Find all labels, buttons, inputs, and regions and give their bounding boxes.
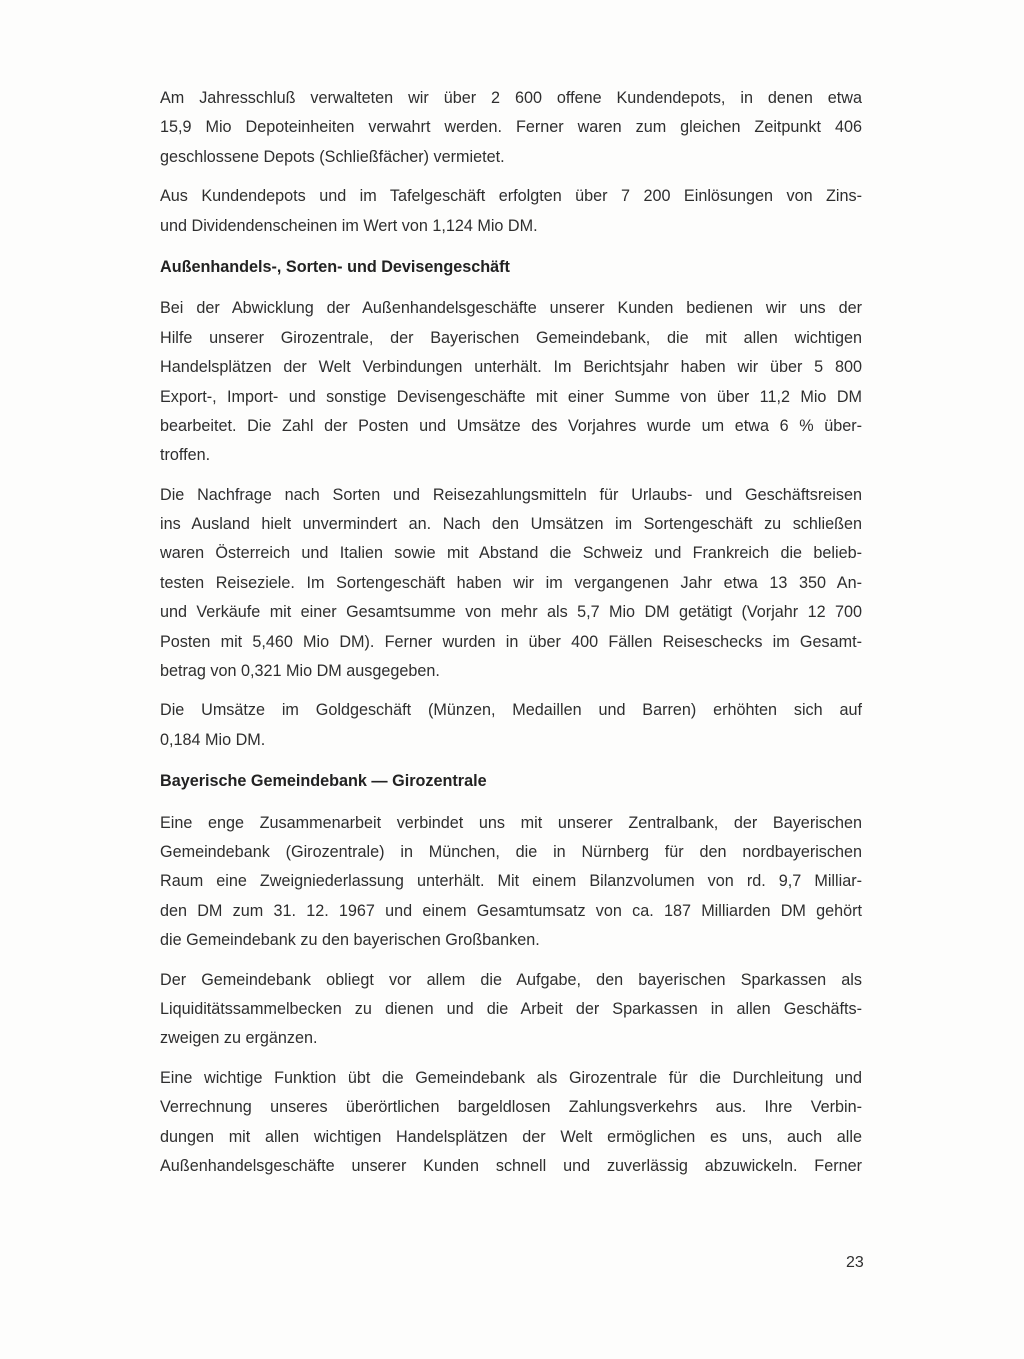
paragraph bbox=[160, 294, 862, 470]
text-line: und Verkäufe mit einer Gesamtsumme von mehr als 5,7 Mio DM getätigt (Vorjahr 12 700 bbox=[160, 603, 862, 622]
text-line: den DM zum 31. 12. 1967 und einem Gesamtumsatz von ca. 187 Milliarden DM gehört bbox=[160, 901, 862, 920]
text-line: Außenhandelsgeschäfte unserer Kunden schnell und zuverlässig abzuwickeln. Ferner bbox=[160, 1156, 862, 1175]
paragraph bbox=[160, 1064, 862, 1182]
text-line: waren Österreich und Italien sowie mit Abstand die Schweiz und Frankreich die belieb- bbox=[160, 544, 862, 563]
paragraph bbox=[160, 966, 862, 1054]
text-line: Raum eine Zweigniederlassung unterhält. Mit einem Bilanzvolumen von rd. 9,7 Milliar- bbox=[160, 872, 862, 891]
section-heading: Bayerische Gemeindebank — Girozentrale bbox=[160, 772, 487, 791]
text-line: Aus Kundendepots und im Tafelgeschäft erfolgten über 7 200 Einlösungen von Zins- bbox=[160, 187, 862, 206]
text-line: Am Jahresschluß verwalteten wir über 2 600 offene Kundendepots, in denen etwa bbox=[160, 89, 862, 107]
text-line: Die Nachfrage nach Sorten und Reisezahlungsmitteln für Urlaubs- und Geschäftsreisen bbox=[160, 485, 862, 504]
paragraph bbox=[160, 84, 862, 172]
paragraph bbox=[160, 182, 862, 241]
text-line: Posten mit 5,460 Mio DM). Ferner wurden in über 400 Fällen Reiseschecks im Gesamt- bbox=[160, 632, 862, 651]
paragraph bbox=[160, 481, 862, 687]
text-line: Liquiditätssammelbecken zu dienen und die Arbeit der Sparkassen in allen Geschäfts- bbox=[160, 999, 862, 1018]
text-line: und Dividendenscheinen im Wert von 1,124 Mio DM. bbox=[160, 216, 538, 235]
text-line: geschlossene Depots (Schließfächer) vermietet. bbox=[160, 147, 505, 166]
text-line: dungen mit allen wichtigen Handelsplätzen der Welt ermöglichen es uns, auch alle bbox=[160, 1127, 862, 1146]
text-line: Die Umsätze im Goldgeschäft (Münzen, Medaillen und Barren) erhöhten sich auf bbox=[160, 701, 862, 720]
text-line: Gemeindebank (Girozentrale) in München, die in Nürnberg für den nordbayerischen bbox=[160, 842, 862, 861]
text-line: die Gemeindebank zu den bayerischen Großbanken. bbox=[160, 931, 540, 950]
document-body bbox=[160, 84, 862, 1191]
text-line: Eine enge Zusammenarbeit verbindet uns mit unserer Zentralbank, der Bayerischen bbox=[160, 813, 862, 832]
text-line: Der Gemeindebank obliegt vor allem die Aufgabe, den bayerischen Sparkassen als bbox=[160, 970, 862, 989]
text-line: betrag von 0,321 Mio DM ausgegeben. bbox=[160, 662, 440, 681]
paragraph bbox=[160, 696, 862, 755]
text-line: testen Reiseziele. Im Sortengeschäft haben wir im vergangenen Jahr etwa 13 350 An- bbox=[160, 573, 862, 592]
text-line: Export-, Import- und sonstige Devisengeschäfte mit einer Summe von über 11,2 Mio DM bbox=[160, 387, 862, 406]
text-line: ins Ausland hielt unvermindert an. Nach den Umsätzen im Sortengeschäft zu schließen bbox=[160, 515, 862, 534]
text-line: Verrechnung unseres überörtlichen bargeldlosen Zahlungsverkehrs aus. Ihre Verbin- bbox=[160, 1098, 862, 1117]
text-line: 0,184 Mio DM. bbox=[160, 730, 266, 749]
text-line: bearbeitet. Die Zahl der Posten und Umsätze des Vorjahres wurde um etwa 6 % über- bbox=[160, 416, 862, 435]
section-heading: Außenhandels-, Sorten- und Devisengeschäft bbox=[160, 257, 510, 276]
text-line: 15,9 Mio Depoteinheiten verwahrt werden. Ferner waren zum gleichen Zeitpunkt 406 bbox=[160, 118, 862, 137]
page-number: 23 bbox=[846, 1254, 864, 1271]
text-line: Hilfe unserer Girozentrale, der Bayerischen Gemeindebank, die mit allen wichtigen bbox=[160, 328, 862, 347]
text-line: Handelsplätzen der Welt Verbindungen unterhält. Im Berichtsjahr haben wir über 5 800 bbox=[160, 358, 862, 377]
text-line: Bei der Abwicklung der Außenhandelsgeschäfte unserer Kunden bedienen wir uns der bbox=[160, 299, 862, 318]
text-line: Eine wichtige Funktion übt die Gemeindebank als Girozentrale für die Durchleitung und bbox=[160, 1068, 862, 1087]
paragraph bbox=[160, 809, 862, 956]
text-line: zweigen zu ergänzen. bbox=[160, 1029, 318, 1048]
text-line: troffen. bbox=[160, 446, 211, 465]
